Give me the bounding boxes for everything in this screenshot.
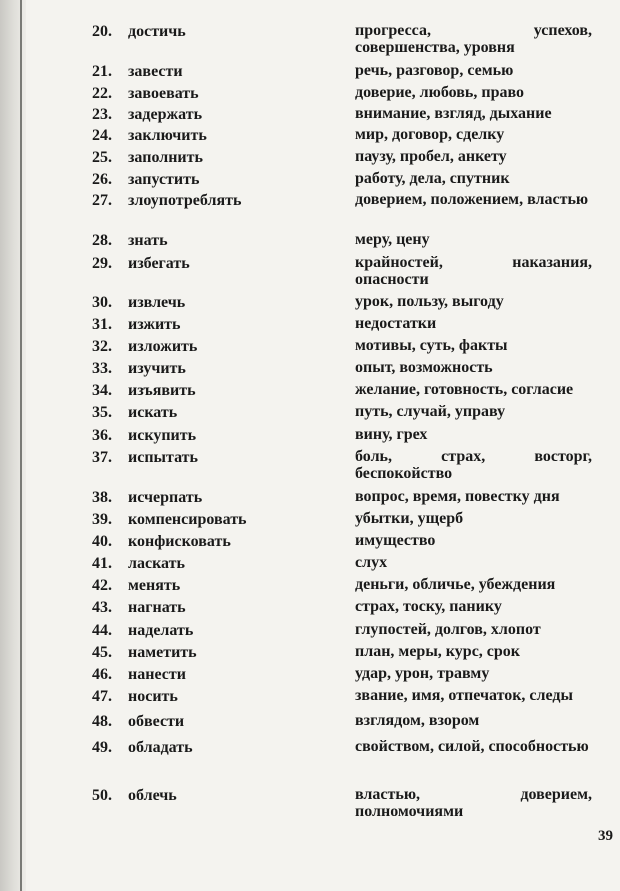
entry-verb: изжить <box>128 316 181 333</box>
entry-verb: достичь <box>128 23 186 40</box>
entry-collocations: вину, грех <box>355 426 428 443</box>
entry-number: 35. <box>92 404 112 421</box>
entry-number: 50. <box>92 787 112 804</box>
entry-verb: конфисковать <box>128 533 231 550</box>
entry-verb: злоупотреблять <box>128 192 242 209</box>
entry-number: 22. <box>92 85 112 102</box>
entry-number: 28. <box>92 232 112 249</box>
entry-number: 49. <box>92 739 112 756</box>
entry-collocations: прогресса, успехов, совершенства, уровня <box>355 22 592 56</box>
entry-number: 45. <box>92 644 112 661</box>
entry-number: 27. <box>92 192 112 209</box>
entry-collocations: боль, страх, восторг, беспокойство <box>355 448 592 482</box>
entry-verb: изъявить <box>128 382 196 399</box>
entry-collocations: слух <box>355 554 388 571</box>
entry-number: 29. <box>92 255 112 272</box>
entry-number: 44. <box>92 622 112 639</box>
entry-verb: запустить <box>128 171 200 188</box>
entry-collocations: урок, пользу, выгоду <box>355 293 504 310</box>
entry-collocations: страх, тоску, панику <box>355 598 502 615</box>
entry-number: 37. <box>92 449 112 466</box>
entry-collocations: желание, готовность, согласие <box>355 381 574 398</box>
entry-verb: компенсировать <box>128 511 247 528</box>
entry-number: 41. <box>92 555 112 572</box>
entry-collocations: деньги, обличье, убеждения <box>355 576 556 593</box>
entry-number: 26. <box>92 171 112 188</box>
page-number: 39 <box>598 828 613 844</box>
entry-collocations: мир, договор, сделку <box>355 126 505 143</box>
entry-number: 39. <box>92 511 112 528</box>
entry-verb: носить <box>128 688 178 705</box>
entry-verb: облечь <box>128 787 177 804</box>
entry-verb: ласкать <box>128 555 185 572</box>
entry-collocations: меру, цену <box>355 231 430 248</box>
entry-verb: менять <box>128 577 181 594</box>
entry-verb: нанести <box>128 666 186 683</box>
entry-number: 23. <box>92 106 112 123</box>
entry-verb: завести <box>128 63 183 80</box>
entry-number: 36. <box>92 427 112 444</box>
entry-number: 33. <box>92 360 112 377</box>
entry-number: 48. <box>92 713 112 730</box>
entry-collocations: звание, имя, отпечаток, следы <box>355 687 573 704</box>
entry-verb: заключить <box>128 127 207 144</box>
entry-verb: заполнить <box>128 149 203 166</box>
entry-collocations: внимание, взгляд, дыхание <box>355 105 552 122</box>
entry-verb: задержать <box>128 106 203 123</box>
entry-collocations: доверие, любовь, право <box>355 84 524 101</box>
entry-number: 46. <box>92 666 112 683</box>
entry-number: 42. <box>92 577 112 594</box>
entry-collocations: паузу, пробел, анкету <box>355 148 507 165</box>
entry-verb: исчерпать <box>128 489 203 506</box>
entry-number: 24. <box>92 127 112 144</box>
entry-verb: искать <box>128 404 178 421</box>
entry-number: 38. <box>92 489 112 506</box>
entry-collocations: недостатки <box>355 315 437 332</box>
entry-number: 30. <box>92 294 112 311</box>
entry-verb: извлечь <box>128 294 186 311</box>
entry-number: 32. <box>92 338 112 355</box>
entry-number: 20. <box>92 23 112 40</box>
entry-verb: искупить <box>128 427 197 444</box>
entry-verb: завоевать <box>128 85 199 102</box>
entry-verb: наделать <box>128 622 194 639</box>
entry-verb: изучить <box>128 360 186 377</box>
entry-collocations: вопрос, время, повестку дня <box>355 488 560 505</box>
entry-collocations: план, меры, курс, срок <box>355 643 521 660</box>
entry-verb: знать <box>128 232 168 249</box>
entry-verb: изложить <box>128 338 198 355</box>
entry-verb: нагнать <box>128 599 186 616</box>
entry-number: 40. <box>92 533 112 550</box>
entry-collocations: свойством, силой, способностью <box>355 738 589 755</box>
entry-collocations: доверием, положением, властью <box>355 191 589 208</box>
entry-collocations: имущество <box>355 532 436 549</box>
entry-verb: обладать <box>128 739 193 756</box>
entry-number: 25. <box>92 149 112 166</box>
entry-verb: обвести <box>128 713 185 730</box>
entry-number: 43. <box>92 599 112 616</box>
entry-verb: избегать <box>128 255 190 272</box>
entry-collocations: крайностей, наказания, опасности <box>355 254 592 288</box>
entry-collocations: глупостей, долгов, хлопот <box>355 621 541 638</box>
entry-number: 47. <box>92 688 112 705</box>
entry-number: 21. <box>92 63 112 80</box>
entry-verb: наметить <box>128 644 197 661</box>
entry-number: 31. <box>92 316 112 333</box>
entry-collocations: властью, доверием, полномочиями <box>355 786 592 820</box>
entry-collocations: речь, разговор, семью <box>355 62 514 79</box>
entry-collocations: мотивы, суть, факты <box>355 337 508 354</box>
entry-collocations: путь, случай, управу <box>355 403 506 420</box>
entry-collocations: убытки, ущерб <box>355 510 464 527</box>
entry-number: 34. <box>92 382 112 399</box>
entry-verb: испытать <box>128 449 198 466</box>
entry-collocations: удар, урон, травму <box>355 665 490 682</box>
entry-collocations: опыт, возможность <box>355 359 493 376</box>
entry-collocations: работу, дела, спутник <box>355 170 510 187</box>
entry-collocations: взглядом, взором <box>355 712 480 729</box>
